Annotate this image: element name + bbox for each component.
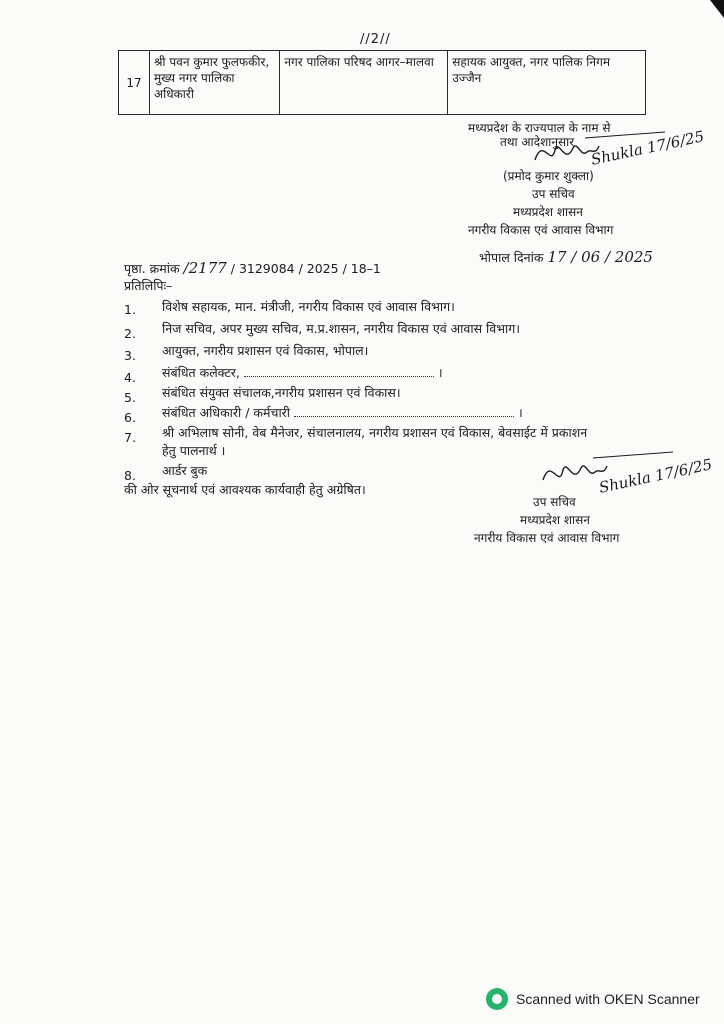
- reference-number: [124, 260, 381, 277]
- scanner-watermark: [486, 988, 700, 1010]
- order-line-1: मध्यप्रदेश के राज्यपाल के नाम से: [468, 121, 611, 135]
- row-number: 17: [119, 51, 150, 115]
- signature-2-post: उप सचिव: [533, 495, 576, 509]
- signature-2-date: Shukla 17/6/25: [597, 455, 714, 497]
- signatory-department: नगरीय विकास एवं आवास विभाग: [468, 223, 614, 237]
- order-line-2: तथा आदेशानुसार: [500, 135, 575, 149]
- officer-name: श्री पवन कुमार फुलफकीर, मुख्य नगर पालिका अधिकारी: [149, 51, 279, 115]
- reference-rest: / 3129084 / 2025 / 18–1: [230, 261, 381, 276]
- signature-2-govt: मध्यप्रदेश शासन: [520, 513, 590, 527]
- signatory-govt: मध्यप्रदेश शासन: [513, 205, 583, 219]
- date-line: [479, 249, 653, 266]
- reference-label: पृष्ठा. क्रमांक: [124, 261, 180, 276]
- signatory-post: उप सचिव: [532, 187, 575, 201]
- signature-2-department: नगरीय विकास एवं आवास विभाग: [474, 531, 620, 545]
- new-posting: सहायक आयुक्त, नगर पालिक निगम उज्जैन: [448, 51, 646, 115]
- closing-line: की ओर सूचनार्थ एवं आवश्यक कार्यवाही हेतु अग्रेषित।: [124, 482, 366, 497]
- page-corner-shadow: [710, 0, 724, 18]
- signatory-name: (प्रमोद कुमार शुक्ला): [503, 169, 594, 183]
- scanner-text: Scanned with OKEN Scanner: [516, 991, 700, 1007]
- date-value: 17 / 06 / 2025: [547, 248, 653, 266]
- signature-1-date: Shukla 17/6/25: [589, 127, 706, 169]
- reference-handwritten: /2177: [183, 259, 227, 277]
- blank-line: [244, 365, 434, 377]
- page-number: //2//: [360, 32, 391, 47]
- date-label: भोपाल दिनांक: [479, 250, 544, 265]
- blank-line: [294, 405, 514, 417]
- copy-label: प्रतिलिपिः–: [124, 278, 173, 293]
- current-posting: नगर पालिका परिषद आगर–मालवा: [280, 51, 448, 115]
- scanner-logo-icon: [486, 988, 508, 1010]
- officer-table: [118, 50, 646, 115]
- document-page: //2// 17 श्री पवन कुमार फुलफकीर, मुख्य नगर पालिका अधिकारी नगर पालिका परिषद आगर–मालवा सहायक आयुक्त, नगर पालिक निगम उज्जैन मध्यप्रदेश के राज्यपाल के नाम से तथा आदेशानुसार Shukla 17/6/25 (प्रमोद कुमार शुक्ला) उप सचिव मध्यप्रदेश शासन नगरीय विकास एवं आवास विभाग पृष्ठा. क्रमांक /2177 / 3129084 / 2025 / 18–1 भोपाल दिनांक 17 / 06 / 2025 प्रतिलिपिः– 1. विशेष सहायक, मान. मंत्रीजी, नगरीय विकास एवं आवास विभाग। 2. निज सचिव, अपर मुख्य सचिव, म.प्र.शासन, नगरीय विकास एवं आवास विभाग। 3. आयुक्त, नगरीय प्रशासन एवं विकास, भोपाल। 4. संबंधित कलेक्टर, । 5. संबंधित संयुक्त संचालक,नगरीय प्रशासन एवं विकास। 6. संबंधित अधिकारी / कर्मचारी । 7. श्री अभिलाष सोनी, वेब मैनेजर, संचालनालय, नगरीय प्रशासन एवं विकास, बेवसाईट में प्रकाशन हेतु पालनार्थ । 8. आर्डर बुक की ओर सूचनार्थ एवं आवश्यक कार्यवाही हेतु अग्रेषित। Shukla 17/6/25 उप सचिव मध्यप्रदेश शासन नगरीय विकास एवं आवास विभाग Scanned with OKEN Scanner: [0, 0, 724, 1024]
- table-row: [119, 51, 646, 115]
